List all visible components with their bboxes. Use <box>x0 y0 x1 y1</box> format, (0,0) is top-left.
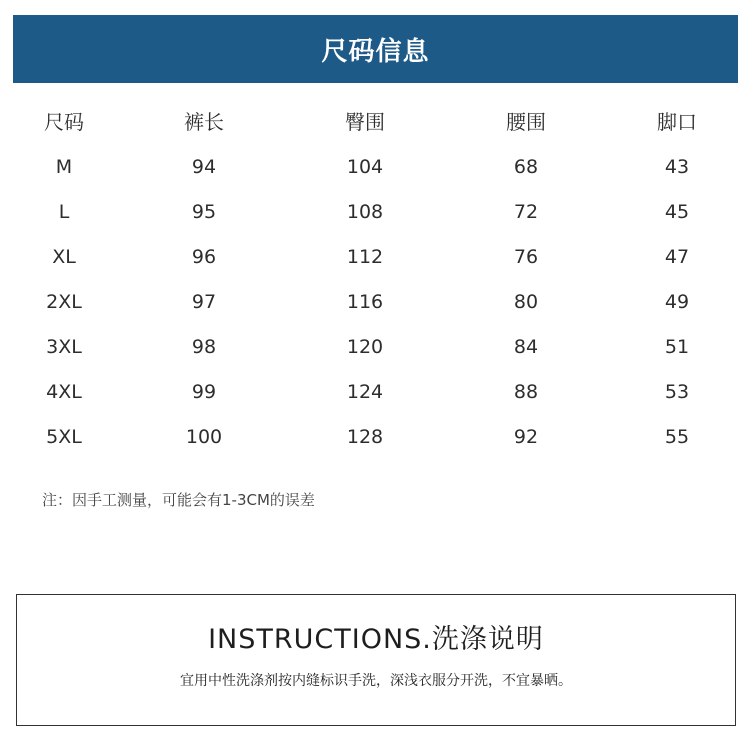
table-row <box>0 190 750 235</box>
table-cell: 98 <box>191 336 217 358</box>
table-cell: 76 <box>513 246 539 268</box>
table-cell: 55 <box>664 426 690 448</box>
measurement-note: 注：因手工测量，可能会有1-3CM的误差 <box>42 491 315 509</box>
table-cell: 95 <box>191 201 217 223</box>
instructions-text: 宜用中性洗涤剂按内缝标识手洗，深浅衣服分开洗，不宜暴晒。 <box>180 673 572 689</box>
table-cell: L <box>58 201 70 223</box>
table-cell: XL <box>52 246 76 268</box>
table-cell: 88 <box>513 381 539 403</box>
column-header-waist: 腰围 <box>506 110 546 134</box>
column-header-length: 裤长 <box>184 110 224 134</box>
table-cell: 3XL <box>46 336 82 358</box>
table-cell: M <box>55 156 73 178</box>
table-cell: 72 <box>513 201 539 223</box>
instructions-box <box>16 594 736 726</box>
table-cell: 84 <box>513 336 539 358</box>
table-cell: 100 <box>185 426 223 448</box>
table-cell: 108 <box>346 201 384 223</box>
table-cell: 68 <box>513 156 539 178</box>
table-row <box>0 145 750 190</box>
table-cell: 45 <box>664 201 690 223</box>
header-banner <box>13 15 738 83</box>
table-cell: 4XL <box>46 381 82 403</box>
table-cell: 2XL <box>46 291 82 313</box>
table-cell: 49 <box>664 291 690 313</box>
table-cell: 112 <box>346 246 384 268</box>
table-row <box>0 370 750 415</box>
page-title: 尺码信息 <box>321 36 430 67</box>
table-cell: 92 <box>513 426 539 448</box>
table-cell: 116 <box>346 291 384 313</box>
table-cell: 104 <box>346 156 384 178</box>
table-header-row <box>0 100 750 145</box>
table-cell: 47 <box>664 246 690 268</box>
table-row <box>0 325 750 370</box>
table-cell: 99 <box>191 381 217 403</box>
size-table <box>0 100 750 460</box>
table-cell: 120 <box>346 336 384 358</box>
table-cell: 124 <box>346 381 384 403</box>
table-cell: 53 <box>664 381 690 403</box>
table-cell: 51 <box>664 336 690 358</box>
instructions-title: INSTRUCTIONS.洗涤说明 <box>208 624 544 655</box>
column-header-hem: 脚口 <box>657 110 697 134</box>
table-row <box>0 415 750 460</box>
table-cell: 128 <box>346 426 384 448</box>
table-cell: 43 <box>664 156 690 178</box>
table-row <box>0 280 750 325</box>
table-row <box>0 235 750 280</box>
column-header-hip: 臀围 <box>345 110 385 134</box>
table-cell: 5XL <box>46 426 82 448</box>
column-header-size: 尺码 <box>44 110 84 134</box>
table-cell: 96 <box>191 246 217 268</box>
table-cell: 97 <box>191 291 217 313</box>
table-cell: 94 <box>191 156 217 178</box>
table-cell: 80 <box>513 291 539 313</box>
